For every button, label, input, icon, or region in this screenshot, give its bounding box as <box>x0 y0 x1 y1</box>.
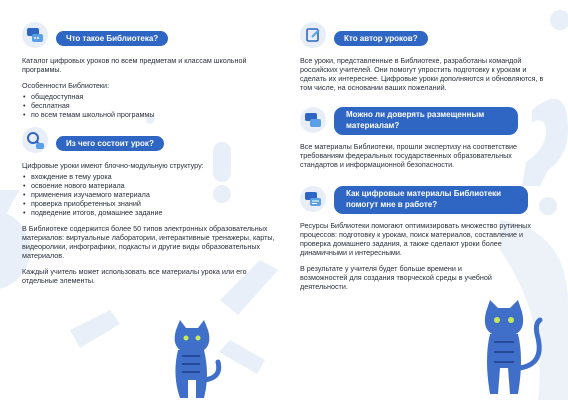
section-title-lesson: Из чего состоит урок? <box>56 136 164 151</box>
list-item: • вхождение в тему урока <box>22 172 280 181</box>
teacher-usage-paragraph: Каждый учитель может использовать все материалы урока или его отдельные элементы. <box>22 267 247 285</box>
trust-paragraph: Все материалы Библиотеки, прошли экспертизу на соответствие требованиям федеральных государственных образовательных стандартов и информационной безопасности. <box>300 142 518 169</box>
section-title-trust: Можно ли доверять размещенным материалам? <box>334 107 518 135</box>
list-item: • бесплатная <box>22 101 280 110</box>
section-header-help <box>300 183 550 217</box>
search-chat-icon <box>22 127 48 153</box>
lesson-structure-list <box>22 172 280 217</box>
list-item: • по всем темам школьной программы <box>22 110 280 119</box>
features-title: Особенности Библиотеки: <box>22 81 110 90</box>
list-item: • общедоступная <box>22 92 280 101</box>
leg-deco <box>70 310 120 348</box>
section-header-lesson <box>22 127 280 157</box>
author-paragraph: Все уроки, представленные в Библиотеке, разработаны командой российских учителей. Они помогут упростить подготовку к урокам и сделать их интереснее. Цифровые уроки дополняются и обновляются, в том числе, на основании ваших пожеланий. <box>300 56 544 92</box>
chat-lines-icon <box>300 186 326 212</box>
list-item: • подведение итогов, домашнее задание <box>22 208 280 217</box>
section-title-library: Что такое Библиотека? <box>56 31 168 46</box>
section-title-help: Как цифровые материалы Библиотеки помогут мне в работе? <box>334 186 528 214</box>
section-header-library <box>22 22 280 52</box>
right-column <box>300 22 550 298</box>
cat-illustration-left <box>166 320 226 400</box>
shield-chat-icon <box>300 107 326 133</box>
help-paragraph-1: Ресурсы Библиотеки помогают оптимизировать множество рутинных процессов: подготовку к урокам, поиск материалов, составление и проверка домашнего задания, а также сделают уроки более динамичными и интересными. <box>300 221 531 257</box>
list-item: • освоение нового материала <box>22 181 280 190</box>
edit-note-icon <box>300 22 326 48</box>
list-item: • применения изучаемого материала <box>22 190 280 199</box>
left-column <box>22 22 280 292</box>
circle-deco-top <box>550 10 568 30</box>
chat-bubbles-icon <box>22 22 48 48</box>
lesson-intro: Цифровые уроки имеют блочно-модульную структуру: <box>22 161 204 170</box>
features-list <box>22 92 280 119</box>
section-header-author <box>300 22 550 52</box>
help-paragraph-2: В результате у учителя будет больше времени и возможностей для создания творческой среды в учебной деятельности. <box>300 264 492 291</box>
cat-illustration-right <box>476 298 546 398</box>
section-title-author: Кто автор уроков? <box>334 31 428 46</box>
section-header-trust <box>300 104 550 138</box>
materials-paragraph: В Библиотеке содержится более 50 типов электронных образовательных материалов: виртуальные лаборатории, интерактивные тренажеры, карты, видеоролики, инфографики, подкасты и другие виды образовательных материалов. <box>22 224 275 260</box>
library-intro: Каталог цифровых уроков по всем предметам и классам школьной программы. <box>22 56 247 74</box>
list-item: • проверка приобретенных знаний <box>22 199 280 208</box>
